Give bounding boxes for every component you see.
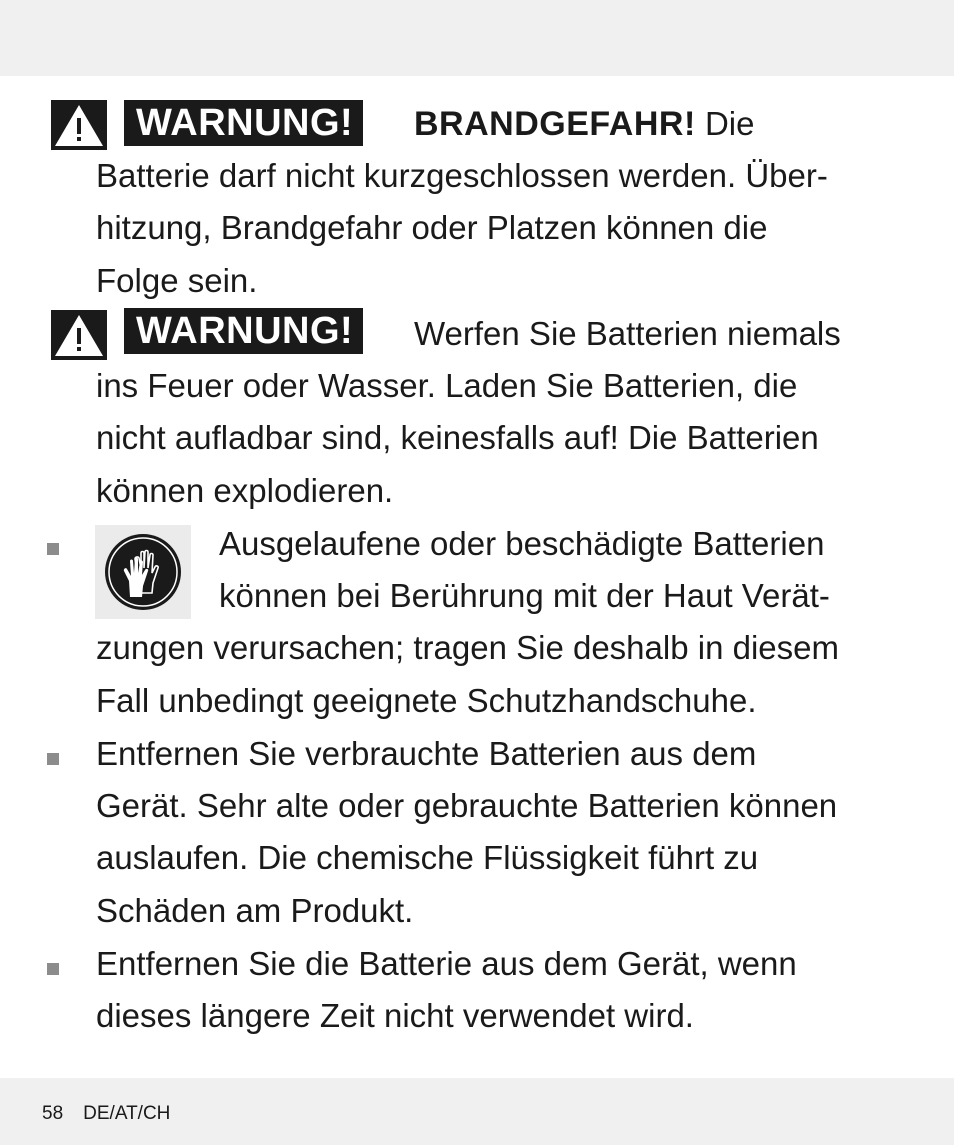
bullet-text-line: können bei Berührung mit der Haut Verät- [219, 577, 830, 614]
bullet-text-line: dieses längere Zeit nicht verwendet wird. [96, 997, 694, 1034]
locale-label: DE/AT/CH [83, 1103, 171, 1124]
bullet-text-line: Entfernen Sie verbrauchte Batterien aus dem [96, 735, 757, 772]
warning-text-line: Batterie darf nicht kurzgeschlossen werden. Über- [96, 157, 828, 194]
protective-gloves-icon [104, 533, 182, 611]
page-footer [42, 1103, 190, 1125]
warning-text-line: hitzung, Brandgefahr oder Platzen können die [96, 209, 768, 246]
page-number: 58 [42, 1103, 64, 1124]
bullet-text-line: zungen verursachen; tragen Sie deshalb in diesem [96, 629, 839, 666]
warning-text-line: nicht aufladbar sind, keinesfalls auf! Die Batterien [96, 419, 819, 456]
bullet-text-line: Entfernen Sie die Batterie aus dem Gerät, wenn [96, 945, 797, 982]
warning-text-line: ins Feuer oder Wasser. Laden Sie Batterien, die [96, 367, 798, 404]
top-band [0, 0, 954, 76]
bullet-text-line: Schäden am Produkt. [96, 892, 414, 929]
bullet-text-line: Fall unbedingt geeignete Schutzhandschuhe. [96, 682, 757, 719]
warning-triangle-icon [51, 310, 107, 360]
warning-text: Die [695, 105, 755, 142]
gloves-icon-frame [95, 525, 191, 619]
warning-badge: WARNUNG! [124, 100, 363, 146]
bullet-marker [47, 753, 59, 765]
bullet-text-line: Ausgelaufene oder beschädigte Batterien [219, 525, 825, 562]
bullet-text-line: Gerät. Sehr alte oder gebrauchte Batterien können [96, 787, 838, 824]
warning-line [414, 98, 754, 150]
warning-badge: WARNUNG! [124, 308, 363, 354]
warning-text-line: Werfen Sie Batterien niemals [414, 315, 841, 352]
warning-text-line: können explodieren. [96, 472, 394, 509]
warning-triangle-icon [51, 100, 107, 150]
warning-text-line: Folge sein. [96, 262, 258, 299]
fire-hazard-heading: BRANDGEFAHR! [414, 105, 696, 143]
bullet-marker [47, 963, 59, 975]
bullet-text-line: auslaufen. Die chemische Flüssigkeit führt zu [96, 839, 759, 876]
bullet-marker [47, 543, 59, 555]
